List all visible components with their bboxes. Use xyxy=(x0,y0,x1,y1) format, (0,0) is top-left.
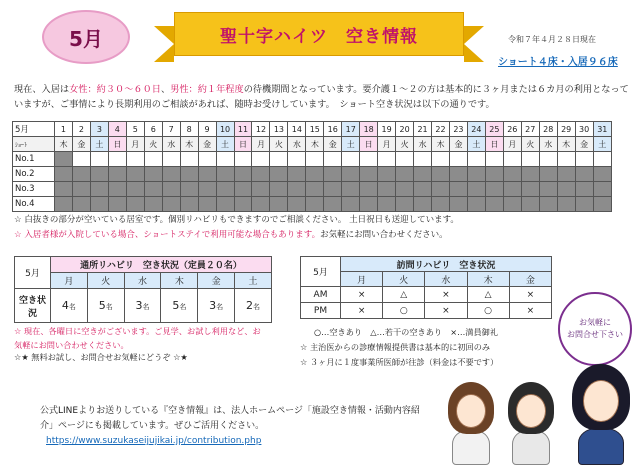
grid-weekday: 火 xyxy=(396,137,414,152)
grid-day-24: 24 xyxy=(467,122,485,137)
room-label: No.1 xyxy=(13,152,55,167)
occupied-cell xyxy=(72,167,90,182)
occupied-cell xyxy=(90,167,108,182)
occupied-cell xyxy=(593,167,611,182)
speech-bubble xyxy=(558,292,632,366)
occupied-cell xyxy=(270,182,288,197)
grid-weekday: 木 xyxy=(432,137,450,152)
home-rehab-pm-status: × xyxy=(425,303,467,319)
ribbon-tail-left xyxy=(154,26,174,62)
occupied-cell xyxy=(55,152,73,167)
grid-day-9: 9 xyxy=(198,122,216,137)
occupied-cell xyxy=(306,167,324,182)
day-rehab-note: ☆ 現在、各曜日に空きがございます。ご見学、お試し利用など、お気軽にお問い合わせください。 xyxy=(14,326,261,350)
room-label: No.4 xyxy=(13,197,55,212)
intro-male-wait: 男性：約１年程度 xyxy=(170,84,244,95)
vacancy-unit: 名 xyxy=(216,303,224,311)
occupied-cell xyxy=(485,197,503,212)
grid-day-17: 17 xyxy=(342,122,360,137)
occupied-cell xyxy=(306,182,324,197)
grid-day-19: 19 xyxy=(378,122,396,137)
vacant-cell xyxy=(557,152,575,167)
home-rehab-pm-status: ○ xyxy=(383,303,425,319)
occupied-cell xyxy=(575,182,593,197)
grid-weekday: 水 xyxy=(539,137,557,152)
day-rehab-vacancy xyxy=(51,289,88,323)
occupied-cell xyxy=(503,197,521,212)
home-rehab-month: 5月 xyxy=(301,257,341,287)
intro-separator: 、 xyxy=(161,84,171,95)
grid-day-26: 26 xyxy=(503,122,521,137)
occupied-cell xyxy=(360,197,378,212)
grid-room-row xyxy=(13,167,612,182)
occupied-cell xyxy=(90,182,108,197)
home-rehab-am-status: △ xyxy=(467,287,509,303)
grid-weekday: 水 xyxy=(162,137,180,152)
day-rehab-weekday: 土 xyxy=(235,273,272,289)
occupied-cell xyxy=(539,197,557,212)
occupied-cell xyxy=(485,167,503,182)
occupied-cell xyxy=(342,197,360,212)
grid-weekday: 日 xyxy=(108,137,126,152)
occupied-cell xyxy=(198,197,216,212)
vacancy-unit: 名 xyxy=(179,303,187,311)
grid-day-31: 31 xyxy=(593,122,611,137)
short-stay-grid xyxy=(12,121,612,212)
vacant-cell xyxy=(234,152,252,167)
footer-text: 公式LINEよりお送りしている『空き情報』は、法人ホームページ「施設空き情報・活動内容紹介」ページにも掲載しています。ぜひご活用ください。 xyxy=(40,406,420,431)
staff-illustration-3 xyxy=(572,364,630,465)
occupied-cell xyxy=(539,167,557,182)
grid-day-6: 6 xyxy=(144,122,162,137)
occupied-cell xyxy=(575,167,593,182)
occupied-cell xyxy=(521,167,539,182)
grid-weekday: 金 xyxy=(449,137,467,152)
home-rehab-legend: ○…空きあり △…若干の空きあり ×…満員御礼 xyxy=(314,327,499,337)
day-rehab-trial-note: ☆★ 無料お試し、お問合せお気軽にどうぞ ☆★ xyxy=(14,352,188,362)
occupied-cell xyxy=(162,182,180,197)
home-rehab-pm-status: × xyxy=(509,303,551,319)
grid-day-1: 1 xyxy=(55,122,73,137)
vacant-cell xyxy=(503,152,521,167)
day-rehab-vacancy xyxy=(87,289,124,323)
occupied-cell xyxy=(198,167,216,182)
home-rehab-weekday: 火 xyxy=(383,272,425,287)
month-badge xyxy=(42,10,130,64)
grid-day-14: 14 xyxy=(288,122,306,137)
grid-weekday: 月 xyxy=(378,137,396,152)
vacancy-count: 5 xyxy=(98,299,106,312)
grid-day-25: 25 xyxy=(485,122,503,137)
occupied-cell xyxy=(180,167,198,182)
occupied-cell xyxy=(288,197,306,212)
grid-weekday: 土 xyxy=(216,137,234,152)
vacant-cell xyxy=(144,152,162,167)
vacancy-count: 4 xyxy=(61,299,69,312)
occupied-cell xyxy=(521,182,539,197)
grid-weekday: 木 xyxy=(180,137,198,152)
page-title: 聖十字ハイツ 空き情報 xyxy=(174,12,464,56)
occupied-cell xyxy=(252,182,270,197)
occupied-cell xyxy=(234,197,252,212)
vacant-cell xyxy=(90,152,108,167)
vacant-cell xyxy=(216,152,234,167)
vacancy-count: 5 xyxy=(172,299,180,312)
occupied-cell xyxy=(467,197,485,212)
day-rehab-table xyxy=(14,256,272,323)
grid-note-2-rest: お気軽にお問い合わせください。 xyxy=(320,230,448,240)
occupied-cell xyxy=(324,197,342,212)
as-of-date: 令和７年４月２８日現在 xyxy=(508,35,596,44)
occupied-cell xyxy=(414,167,432,182)
occupied-cell xyxy=(342,182,360,197)
grid-day-16: 16 xyxy=(324,122,342,137)
occupied-cell xyxy=(180,197,198,212)
grid-weekday: 水 xyxy=(414,137,432,152)
occupied-cell xyxy=(539,182,557,197)
occupied-cell xyxy=(288,167,306,182)
home-rehab-am-status: × xyxy=(509,287,551,303)
grid-weekday: 土 xyxy=(342,137,360,152)
vacant-cell xyxy=(126,152,144,167)
intro-part-1: 現在、入居は xyxy=(14,84,70,95)
occupied-cell xyxy=(378,182,396,197)
occupied-cell xyxy=(198,182,216,197)
occupied-cell xyxy=(360,182,378,197)
day-rehab-vacancy xyxy=(124,289,161,323)
grid-weekday: 金 xyxy=(72,137,90,152)
day-rehab-weekday: 月 xyxy=(51,273,88,289)
grid-weekday: 土 xyxy=(593,137,611,152)
grid-day-4: 4 xyxy=(108,122,126,137)
occupied-cell xyxy=(270,197,288,212)
vacant-cell xyxy=(467,152,485,167)
vacant-cell xyxy=(288,152,306,167)
grid-day-21: 21 xyxy=(414,122,432,137)
vacant-cell xyxy=(396,152,414,167)
grid-weekday: 金 xyxy=(575,137,593,152)
grid-weekday: 火 xyxy=(521,137,539,152)
grid-day-22: 22 xyxy=(432,122,450,137)
grid-day-30: 30 xyxy=(575,122,593,137)
grid-note-1: ☆ 白抜きの部分が空いている居室です。個別リハビリもできますのでご相談ください。 土日祝日も送迎しています。 xyxy=(14,215,459,225)
occupied-cell xyxy=(144,197,162,212)
home-rehab-notes xyxy=(300,325,498,370)
occupied-cell xyxy=(378,167,396,182)
occupied-cell xyxy=(557,167,575,182)
grid-day-18: 18 xyxy=(360,122,378,137)
vacant-cell xyxy=(485,152,503,167)
vacant-cell xyxy=(270,152,288,167)
grid-weekday: 木 xyxy=(55,137,73,152)
occupied-cell xyxy=(342,167,360,182)
occupied-cell xyxy=(449,182,467,197)
grid-day-8: 8 xyxy=(180,122,198,137)
day-rehab-weekday: 木 xyxy=(161,273,198,289)
grid-room-row xyxy=(13,182,612,197)
occupied-cell xyxy=(593,197,611,212)
grid-weekday: 日 xyxy=(234,137,252,152)
home-rehab-am-status: × xyxy=(425,287,467,303)
occupied-cell xyxy=(557,197,575,212)
occupied-cell xyxy=(55,182,73,197)
occupied-cell xyxy=(432,167,450,182)
grid-note-2 xyxy=(14,228,448,240)
occupied-cell xyxy=(55,197,73,212)
grid-weekday: 土 xyxy=(467,137,485,152)
footer xyxy=(40,404,430,449)
day-rehab-vacancy xyxy=(198,289,235,323)
grid-day-12: 12 xyxy=(252,122,270,137)
occupied-cell xyxy=(216,197,234,212)
grid-weekday: 火 xyxy=(270,137,288,152)
occupied-cell xyxy=(396,167,414,182)
occupied-cell xyxy=(162,197,180,212)
grid-day-20: 20 xyxy=(396,122,414,137)
title-ribbon xyxy=(154,6,484,64)
grid-weekday: 水 xyxy=(288,137,306,152)
grid-day-2: 2 xyxy=(72,122,90,137)
staff-illustration-2 xyxy=(508,380,554,465)
occupied-cell xyxy=(467,182,485,197)
occupied-cell xyxy=(144,182,162,197)
occupied-cell xyxy=(467,167,485,182)
occupied-cell xyxy=(144,167,162,182)
vacant-cell xyxy=(521,152,539,167)
capacity-summary: ショート４床・入居９６床 xyxy=(498,57,618,68)
vacant-cell xyxy=(108,152,126,167)
occupied-cell xyxy=(126,197,144,212)
vacancy-unit: 名 xyxy=(253,303,261,311)
staff-illustration-1 xyxy=(448,380,494,465)
am-label: AM xyxy=(301,287,341,303)
occupied-cell xyxy=(485,182,503,197)
grid-day-3: 3 xyxy=(90,122,108,137)
home-rehab-weekday: 木 xyxy=(467,272,509,287)
occupied-cell xyxy=(216,167,234,182)
grid-day-29: 29 xyxy=(557,122,575,137)
day-rehab-vacancy xyxy=(161,289,198,323)
grid-day-23: 23 xyxy=(449,122,467,137)
day-rehab-row-label: 空き状況 xyxy=(15,289,51,323)
occupied-cell xyxy=(503,167,521,182)
grid-weekday: 火 xyxy=(144,137,162,152)
home-rehab-pm-status: × xyxy=(341,303,383,319)
occupied-cell xyxy=(449,167,467,182)
grid-weekday: 金 xyxy=(324,137,342,152)
grid-day-10: 10 xyxy=(216,122,234,137)
grid-day-5: 5 xyxy=(126,122,144,137)
occupied-cell xyxy=(252,167,270,182)
vacancy-unit: 名 xyxy=(142,303,150,311)
vacant-cell xyxy=(180,152,198,167)
occupied-cell xyxy=(575,197,593,212)
grid-room-row xyxy=(13,152,612,167)
day-rehab-weekday: 金 xyxy=(198,273,235,289)
occupied-cell xyxy=(270,167,288,182)
grid-month-label: 5月 xyxy=(13,122,55,137)
home-rehab-weekday: 金 xyxy=(509,272,551,287)
grid-weekday: 金 xyxy=(198,137,216,152)
grid-day-28: 28 xyxy=(539,122,557,137)
grid-weekday: 月 xyxy=(126,137,144,152)
occupied-cell xyxy=(324,167,342,182)
vacancy-count: 2 xyxy=(246,299,254,312)
grid-short-label: ｼｮｰﾄ xyxy=(13,137,55,152)
pm-label: PM xyxy=(301,303,341,319)
grid-room-row xyxy=(13,197,612,212)
occupied-cell xyxy=(72,197,90,212)
home-rehab-am-status: △ xyxy=(383,287,425,303)
occupied-cell xyxy=(593,182,611,197)
day-rehab-vacancy xyxy=(235,289,272,323)
occupied-cell xyxy=(180,182,198,197)
vacancy-count: 3 xyxy=(135,299,143,312)
occupied-cell xyxy=(234,167,252,182)
grid-weekday: 木 xyxy=(306,137,324,152)
day-rehab-weekday: 火 xyxy=(87,273,124,289)
grid-day-13: 13 xyxy=(270,122,288,137)
grid-day-11: 11 xyxy=(234,122,252,137)
occupied-cell xyxy=(521,197,539,212)
home-rehab-note-1: ☆ 主治医からの診療情報提供書は基本的に初回のみ xyxy=(300,342,491,352)
grid-day-7: 7 xyxy=(162,122,180,137)
grid-day-27: 27 xyxy=(521,122,539,137)
occupied-cell xyxy=(306,197,324,212)
vacancy-unit: 名 xyxy=(68,303,76,311)
occupied-cell xyxy=(216,182,234,197)
bubble-line-1: お気軽に xyxy=(579,318,611,327)
vacant-cell xyxy=(539,152,557,167)
intro-female-wait: 女性：約３０〜６０日 xyxy=(69,84,161,95)
home-rehab-am-status: × xyxy=(341,287,383,303)
vacant-cell xyxy=(575,152,593,167)
grid-weekday: 木 xyxy=(557,137,575,152)
bubble-line-2: お問合せ下さい xyxy=(567,330,623,339)
vacant-cell xyxy=(378,152,396,167)
month-label: 5月 xyxy=(69,26,103,51)
occupied-cell xyxy=(55,167,73,182)
occupied-cell xyxy=(162,167,180,182)
occupied-cell xyxy=(288,182,306,197)
occupied-cell xyxy=(126,167,144,182)
occupied-cell xyxy=(378,197,396,212)
vacant-cell xyxy=(342,152,360,167)
grid-weekday: 月 xyxy=(252,137,270,152)
intro-part-2: の待機期間となっています。要介護１〜２の方は基本的に３ヶ月または６カ月の利用となっていますが、ご事情により長期利用のご相談があれば、随時お受けしています。 ショート空き状況は以下の通りです。 xyxy=(14,84,629,110)
grid-note-2-highlight: ☆ 入居者様が入院している場合、ショートステイで利用可能な場合もあります。 xyxy=(14,230,321,240)
home-rehab-weekday: 月 xyxy=(341,272,383,287)
ribbon-tail-right xyxy=(464,26,484,62)
occupied-cell xyxy=(108,182,126,197)
occupied-cell xyxy=(324,182,342,197)
home-rehab-weekday: 水 xyxy=(425,272,467,287)
grid-weekday: 日 xyxy=(485,137,503,152)
occupied-cell xyxy=(449,197,467,212)
occupied-cell xyxy=(126,182,144,197)
home-rehab-table xyxy=(300,256,552,319)
room-label: No.2 xyxy=(13,167,55,182)
occupied-cell xyxy=(108,197,126,212)
home-rehab-pm-status: ○ xyxy=(467,303,509,319)
occupied-cell xyxy=(503,182,521,197)
intro-text xyxy=(14,82,630,112)
home-rehab-note-2: ☆ ３ヶ月に１度事業所医師が往診（料金は不要です） xyxy=(300,357,499,367)
homepage-link[interactable]: https://www.suzukaseijujikai.jp/contribution.php xyxy=(46,436,262,446)
occupied-cell xyxy=(90,197,108,212)
vacant-cell xyxy=(162,152,180,167)
occupied-cell xyxy=(234,182,252,197)
occupied-cell xyxy=(360,167,378,182)
home-rehab-title: 訪問リハビリ 空き状況 xyxy=(341,257,552,272)
vacant-cell xyxy=(306,152,324,167)
vacancy-count: 3 xyxy=(209,299,217,312)
vacant-cell xyxy=(360,152,378,167)
vacant-cell xyxy=(324,152,342,167)
vacant-cell xyxy=(449,152,467,167)
day-rehab-title: 通所リハビリ 空き状況（定員２０名） xyxy=(51,257,272,273)
occupied-cell xyxy=(432,197,450,212)
occupied-cell xyxy=(414,182,432,197)
grid-day-15: 15 xyxy=(306,122,324,137)
occupied-cell xyxy=(72,182,90,197)
vacant-cell xyxy=(198,152,216,167)
occupied-cell xyxy=(396,197,414,212)
grid-weekday: 土 xyxy=(90,137,108,152)
vacant-cell xyxy=(432,152,450,167)
vacancy-unit: 名 xyxy=(105,303,113,311)
vacant-cell xyxy=(252,152,270,167)
room-label: No.3 xyxy=(13,182,55,197)
occupied-cell xyxy=(414,197,432,212)
day-rehab-month: 5月 xyxy=(15,257,51,289)
occupied-cell xyxy=(432,182,450,197)
occupied-cell xyxy=(396,182,414,197)
grid-weekday: 月 xyxy=(503,137,521,152)
occupied-cell xyxy=(252,197,270,212)
grid-weekday: 日 xyxy=(360,137,378,152)
vacant-cell xyxy=(72,152,90,167)
occupied-cell xyxy=(108,167,126,182)
vacant-cell xyxy=(593,152,611,167)
vacant-cell xyxy=(414,152,432,167)
day-rehab-weekday: 水 xyxy=(124,273,161,289)
occupied-cell xyxy=(557,182,575,197)
